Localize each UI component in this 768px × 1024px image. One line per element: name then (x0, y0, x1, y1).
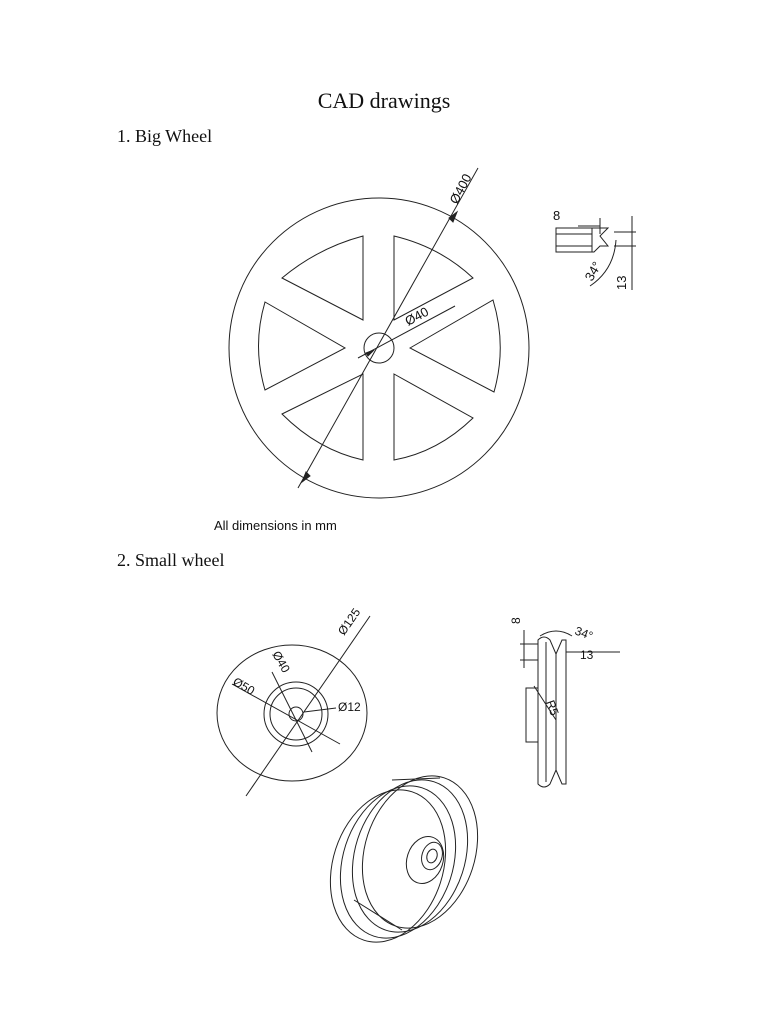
groove-depth-label: 13 (614, 275, 629, 290)
section-heading-big-wheel: 1. Big Wheel (117, 126, 213, 146)
arrowhead (449, 212, 457, 222)
units-note: All dimensions in mm (214, 518, 337, 533)
small-wheel-hub-diameter-label: Ø40 (269, 648, 293, 676)
small-wheel-bore-diameter-label: Ø12 (338, 700, 361, 714)
big-wheel-cutout-bottom-left (282, 374, 363, 460)
small-wheel-hub-outer-diameter-label: Ø50 (230, 674, 258, 698)
side-groove-depth-label: 13 (580, 648, 594, 662)
page-title: CAD drawings (317, 88, 451, 113)
big-wheel-cutout-left (259, 302, 346, 390)
small-wheel-outer-diameter-label: Ø125 (334, 605, 364, 638)
big-wheel-hub-diameter-label: Ø40 (402, 303, 432, 329)
big-wheel-front-view (229, 168, 529, 498)
big-wheel-hub (364, 333, 394, 363)
big-wheel-cutout-bottom-right (394, 374, 473, 460)
small-wheel-side-view (520, 630, 620, 787)
big-wheel-cutout-top-left (282, 236, 363, 320)
side-groove-angle-label: 34° (572, 623, 595, 644)
small-wheel-isometric-view (312, 761, 497, 957)
big-wheel-outer-rim (229, 198, 529, 498)
section-heading-small-wheel: 2. Small wheel (117, 550, 225, 570)
groove-angle-label: 34° (581, 258, 605, 284)
side-groove-radius-label: R5 (543, 698, 562, 718)
big-wheel-outer-diameter-label: Ø400 (446, 171, 475, 207)
small-wheel-hub (270, 688, 322, 740)
big-wheel-cutout-top-right (394, 236, 473, 320)
groove-width-label: 8 (553, 208, 561, 223)
side-groove-width-label: 8 (509, 617, 523, 624)
